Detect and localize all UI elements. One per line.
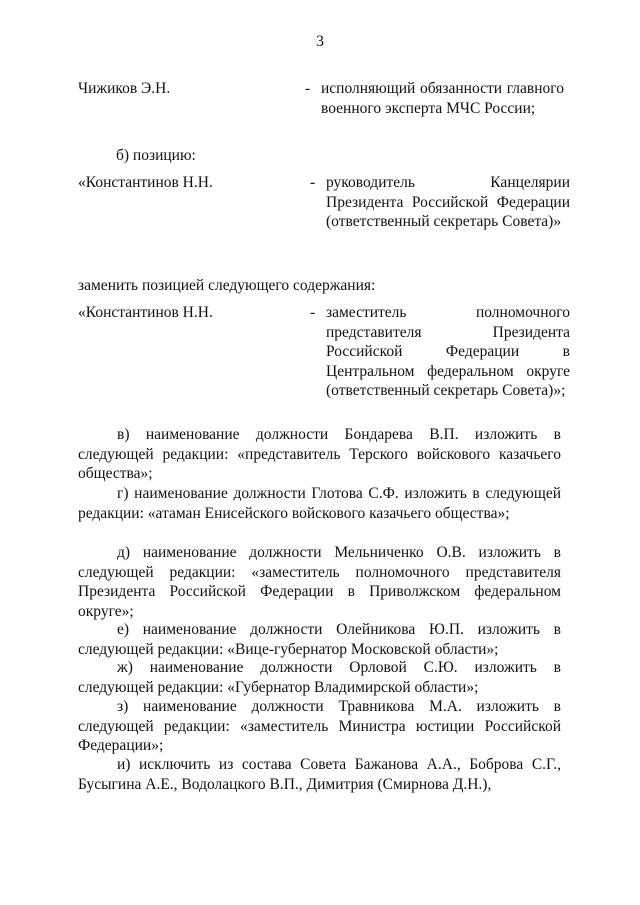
item-z: з) наименование должности Травникова М.А. изложить в следующей редакции: «заместитель Министра юстиции Российской Федерации»; — [78, 698, 561, 754]
item-b-label: б) позицию: — [116, 147, 196, 164]
entry-dash: - — [310, 304, 316, 321]
entry-name: «Константинов Н.Н. — [78, 174, 213, 191]
entry-konstantinov-new — [78, 303, 570, 423]
replace-text: заменить позицией следующего содержания: — [78, 277, 376, 294]
item-i: и) исключить из состава Совета Бажанова А.А., Боброва С.Г., Бусыгина А.Е., Водолацкого В.П., Димитрия (Смирнова Д.Н.), — [78, 756, 561, 793]
entry-name: Чижиков Э.Н. — [78, 80, 171, 97]
page-number: 3 — [316, 33, 324, 50]
item-d: д) наименование должности Мельниченко О.В. изложить в следующей редакции: «заместитель полномочного представителя Президента Российской Федерации в Приволжском федеральном округе»; — [78, 544, 561, 620]
entry-chizhikov — [78, 79, 570, 139]
item-v: в) наименование должности Бондарева В.П. изложить в следующей редакции: «представитель Терского войскового казачьего общества»; — [78, 426, 561, 482]
item-g: г) наименование должности Глотова С.Ф. изложить в следующей редакции: «атаман Енисейского войскового казачьего общества»; — [78, 485, 561, 522]
entry-position: руководитель Канцелярии Президента Российской Федерации (ответственный секретарь Совета)» — [326, 174, 570, 230]
entry-name: «Константинов Н.Н. — [78, 304, 213, 321]
entry-dash: - — [305, 80, 311, 97]
entry-konstantinov-old — [78, 173, 570, 253]
item-e: е) наименование должности Олейникова Ю.П. изложить в следующей редакции: «Вице-губернатор Московской области»; — [78, 621, 561, 658]
item-zh: ж) наименование должности Орловой С.Ю. изложить в следующей редакции: «Губернатор Владимирской области»; — [78, 659, 561, 696]
entry-position: заместитель полномочного представителя Президента Российской Федерации в Центральном федеральном округе (ответственный секретарь Совета)»; — [326, 304, 570, 399]
entry-dash: - — [310, 174, 316, 191]
entry-position: исполняющий обязанности главного военного эксперта МЧС России; — [321, 80, 564, 117]
